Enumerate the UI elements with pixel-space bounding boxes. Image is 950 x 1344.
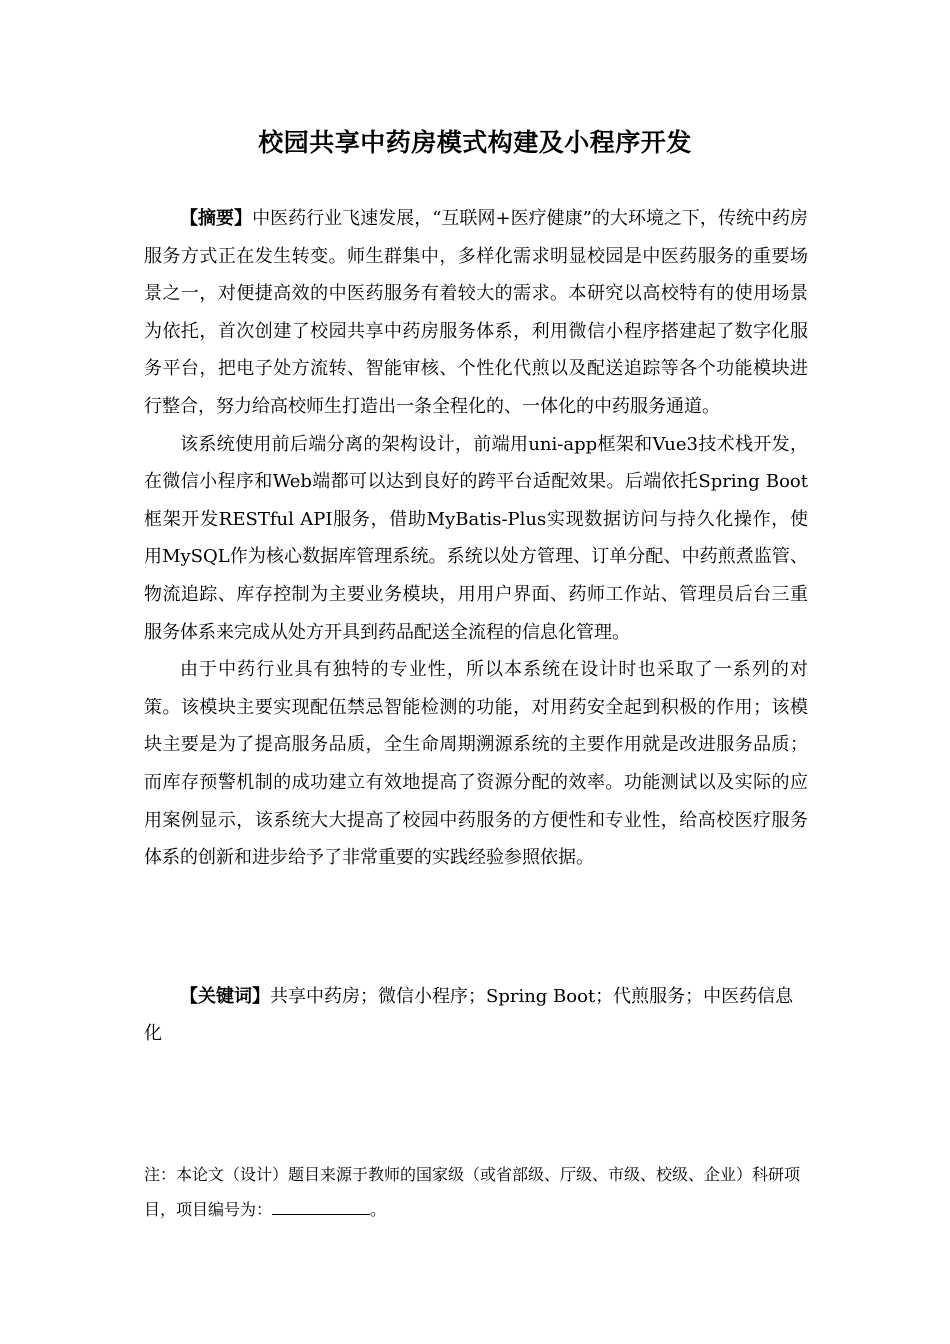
abstract-paragraph [144, 426, 808, 652]
paper-title: 校园共享中药房模式构建及小程序开发 [258, 128, 692, 157]
abstract-label: 【摘要】 [180, 208, 253, 229]
keywords-section [144, 978, 808, 1052]
footnote-end: 。 [370, 1200, 387, 1219]
footnote [144, 1157, 808, 1227]
abstract-paragraph-2-text: 该系统使用前后端分离的架构设计，前端用uni-app框架和Vue3技术栈开发，在微信小程序和Web端都可以达到良好的跨平台适配效果。后端依托Spring Boot框架开发RESTful API服务，借助MyBatis-Plus实现数据访问与持久化操作，使用MySQL作为核心数据库管理系统。系统以处方管理、订单分配、中药煎煮监管、物流追踪、库存控制为主要业务模块，用用户界面、药师工作站、管理员后台三重服务体系来完成从处方开具到药品配送全流程的信息化管理。 [144, 433, 808, 643]
abstract-section [144, 200, 808, 877]
abstract-paragraph [144, 200, 808, 426]
abstract-paragraph [144, 651, 808, 877]
project-number-blank [272, 1198, 370, 1215]
abstract-paragraph-3-text: 由于中药行业具有独特的专业性，所以本系统在设计时也采取了一系列的对策。该模块主要实现配伍禁忌智能检测的功能，对用药安全起到积极的作用；该模块主要是为了提高服务品质，全生命周期溯源系统的主要作用就是改进服务品质；而库存预警机制的成功建立有效地提高了资源分配的效率。功能测试以及实际的应用案例显示，该系统大大提高了校园中药服务的方便性和专业性，给高校医疗服务体系的创新和进步给予了非常重要的实践经验参照依据。 [144, 659, 808, 869]
footnote-text: 注：本论文（设计）题目来源于教师的国家级（或省部级、厅级、市级、校级、企业）科研项目，项目编号为： [144, 1165, 801, 1219]
keywords-label: 【关键词】 [180, 986, 270, 1007]
abstract-paragraph-1-text: 中医药行业飞速发展，“互联网+医疗健康”的大环境之下，传统中药房服务方式正在发生转变。师生群集中，多样化需求明显校园是中医药服务的重要场景之一，对便捷高效的中医药服务有着较大的需求。本研究以高校特有的使用场景为依托，首次创建了校园共享中药房服务体系，利用微信小程序搭建起了数字化服务平台，把电子处方流转、智能审核、个性化代煎以及配送追踪等各个功能模块进行整合，努力给高校师生打造出一条全程化的、一体化的中药服务通道。 [144, 208, 809, 417]
keywords-text: 共享中药房；微信小程序；Spring Boot；代煎服务；中医药信息化 [144, 986, 794, 1044]
